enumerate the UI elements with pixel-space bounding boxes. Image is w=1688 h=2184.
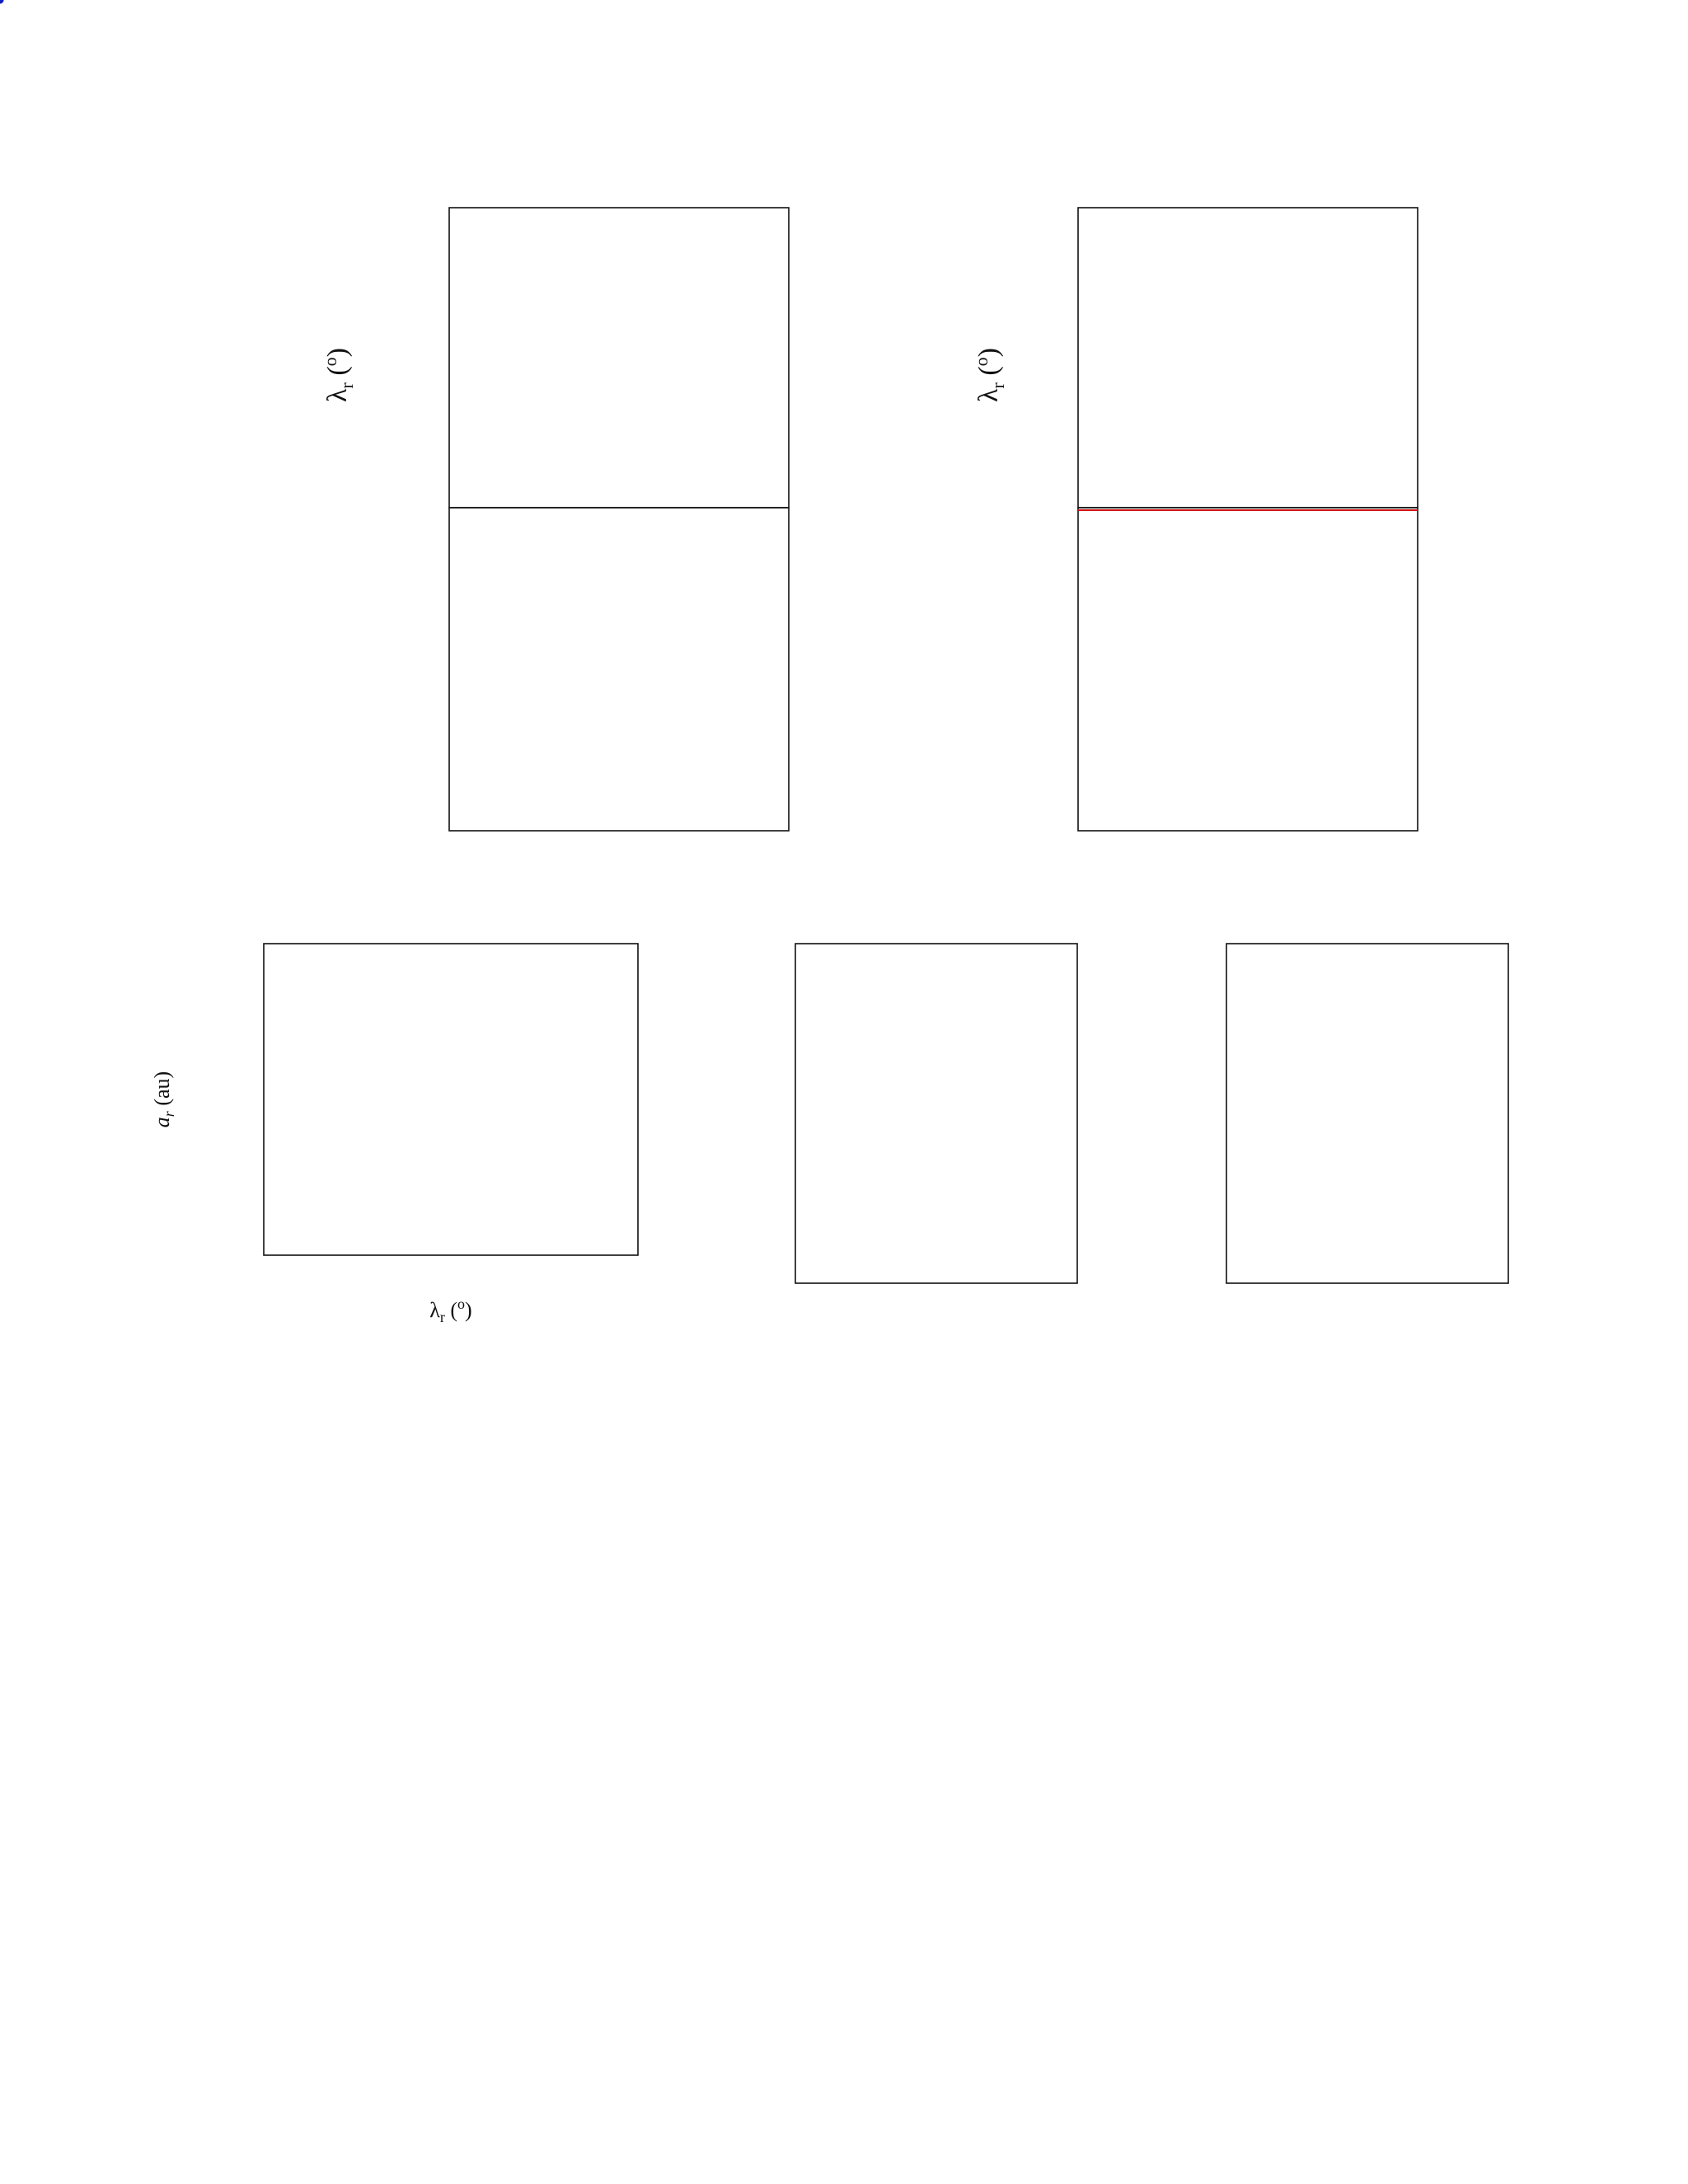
references-right <box>886 1620 1554 1637</box>
lambda-x-label: $\lambda_r$ ($^o$) <box>429 1296 472 1325</box>
lambda-axis-label-right: $\lambda_r$ ($^o$) <box>971 348 1008 402</box>
lambda-axis-label: $\lambda_r$ ($^o$) <box>320 348 357 402</box>
semimajor-y-label: $a_r$ (au) <box>150 1071 177 1128</box>
references-left <box>140 1624 816 1627</box>
earth-marker-xz <box>0 0 4 4</box>
